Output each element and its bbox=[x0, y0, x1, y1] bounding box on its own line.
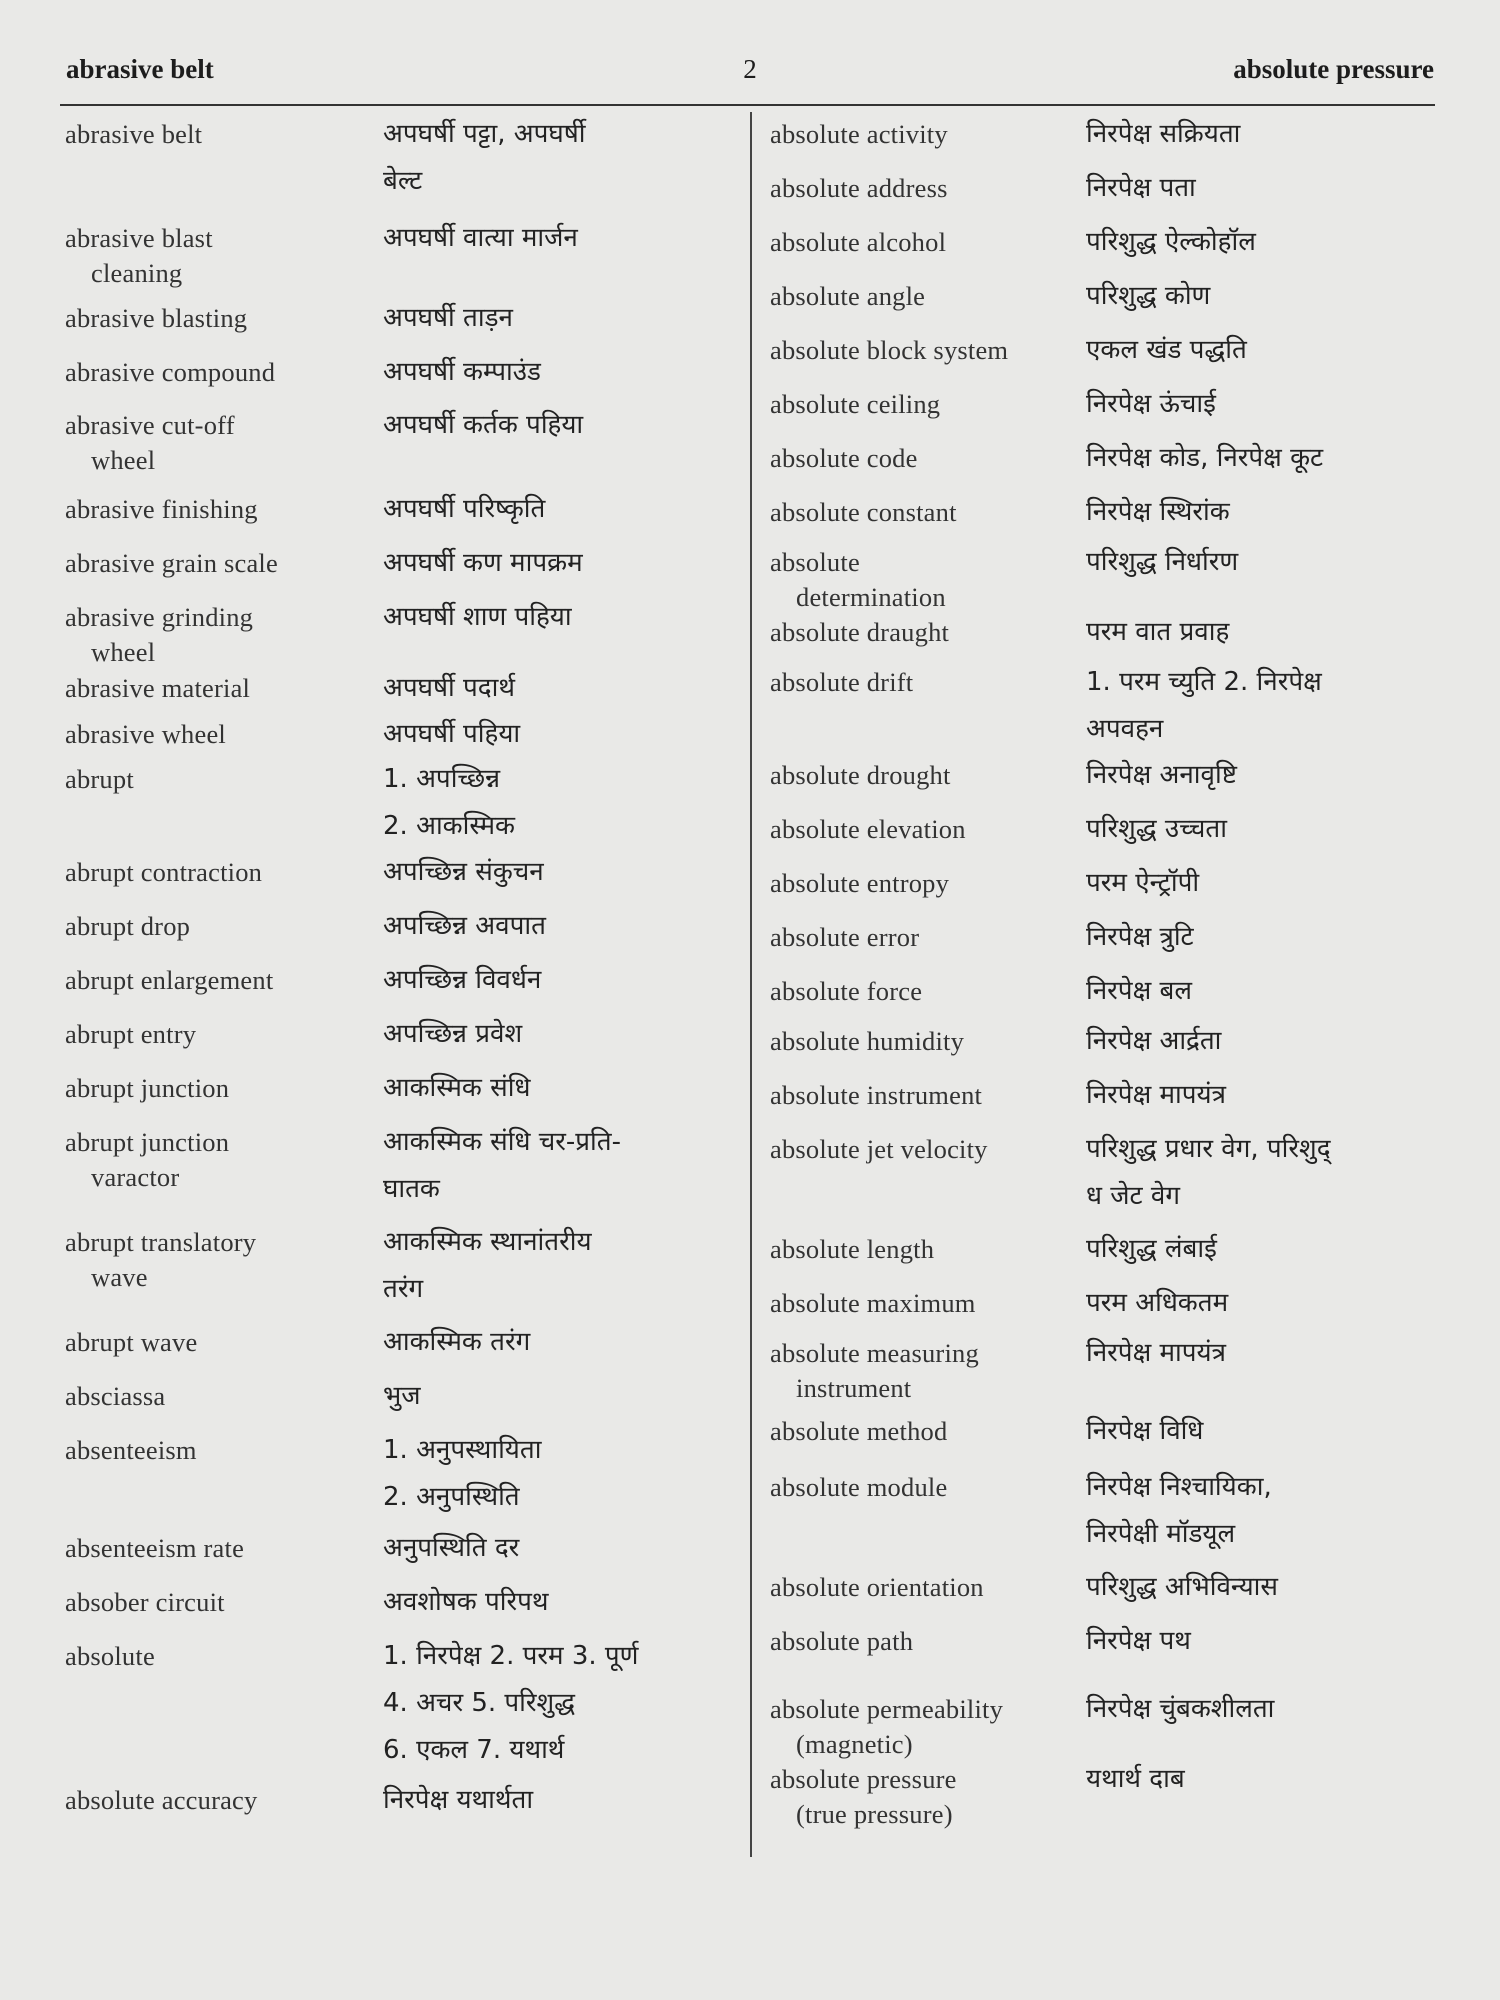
term-line: absolute humidity bbox=[770, 1026, 965, 1056]
entry-term bbox=[770, 1414, 1086, 1449]
dictionary-entry bbox=[65, 221, 578, 291]
dictionary-entry bbox=[65, 909, 546, 950]
dictionary-entry bbox=[770, 171, 1196, 212]
term-line: absolute activity bbox=[770, 119, 948, 149]
term-line: wheel bbox=[91, 445, 156, 475]
gloss-line: निरपेक्ष अनावृष्टि bbox=[1086, 760, 1237, 790]
gloss-line: अपघर्षी वात्या मार्जन bbox=[383, 223, 578, 253]
entry-term bbox=[770, 1232, 1086, 1267]
entry-term bbox=[770, 171, 1086, 206]
page-header bbox=[66, 50, 1434, 90]
dictionary-entry bbox=[65, 855, 544, 896]
term-line: absolute instrument bbox=[770, 1080, 983, 1110]
term-line: (magnetic) bbox=[796, 1729, 913, 1759]
entry-term bbox=[770, 1762, 1086, 1832]
dictionary-entry bbox=[770, 665, 1322, 753]
term-line: absolute orientation bbox=[770, 1572, 984, 1602]
gloss-line: निरपेक्ष ऊंचाई bbox=[1086, 389, 1216, 419]
dictionary-entry bbox=[770, 1414, 1203, 1455]
header-rule bbox=[60, 104, 1435, 106]
dictionary-entry bbox=[65, 1433, 541, 1521]
dictionary-entry bbox=[65, 1125, 621, 1213]
term-line: absober circuit bbox=[65, 1587, 225, 1617]
gloss-line: अपघर्षी पट्टा, अपघर्षी bbox=[383, 119, 586, 149]
dictionary-entry bbox=[770, 1570, 1278, 1611]
entry-hindi-equivalent bbox=[1086, 219, 1256, 266]
dictionary-entry bbox=[65, 1379, 421, 1420]
entry-hindi-equivalent bbox=[383, 215, 578, 262]
term-line: absolute jet velocity bbox=[770, 1134, 988, 1164]
term-line: abrupt enlargement bbox=[65, 965, 274, 995]
term-line: abrupt translatory bbox=[65, 1227, 257, 1257]
term-line: absolute ceiling bbox=[770, 389, 941, 419]
entry-term bbox=[65, 671, 383, 706]
entry-term bbox=[65, 117, 383, 152]
gloss-line: परिशुद्ध प्रधार वेग, परिशुद् bbox=[1086, 1134, 1331, 1164]
entry-term bbox=[65, 717, 383, 752]
dictionary-entry bbox=[770, 333, 1247, 374]
entry-term bbox=[770, 333, 1086, 368]
entry-hindi-equivalent bbox=[383, 849, 544, 896]
term-line: absolute draught bbox=[770, 617, 950, 647]
entry-hindi-equivalent bbox=[1086, 1464, 1272, 1558]
entry-hindi-equivalent bbox=[383, 486, 545, 533]
dictionary-entry bbox=[770, 812, 1227, 853]
entry-term bbox=[65, 1225, 383, 1295]
gloss-line: आकस्मिक तरंग bbox=[383, 1327, 531, 1357]
entry-term bbox=[770, 1570, 1086, 1605]
term-line: absolute code bbox=[770, 443, 918, 473]
dictionary-entry bbox=[770, 1692, 1274, 1762]
dictionary-entry bbox=[65, 355, 541, 396]
entry-hindi-equivalent bbox=[1086, 539, 1238, 586]
term-line: absolute entropy bbox=[770, 868, 950, 898]
term-line: abrasive wheel bbox=[65, 719, 226, 749]
gloss-line: 1. अनुपस्थायिता bbox=[383, 1435, 542, 1465]
dictionary-entry bbox=[770, 495, 1230, 536]
term-line: cleaning bbox=[91, 258, 183, 288]
entry-term bbox=[770, 1024, 1086, 1059]
term-line: absolute method bbox=[770, 1416, 948, 1446]
entry-hindi-equivalent bbox=[1086, 1126, 1331, 1220]
dictionary-entry bbox=[770, 117, 1240, 158]
entry-term bbox=[65, 600, 383, 670]
gloss-line: अपच्छिन्न संकुचन bbox=[383, 857, 544, 887]
term-line: absolute permeability bbox=[770, 1694, 1004, 1724]
entry-term bbox=[65, 855, 383, 890]
entry-term bbox=[770, 974, 1086, 1009]
entry-term bbox=[65, 492, 383, 527]
gloss-line: निरपेक्ष विधि bbox=[1086, 1416, 1204, 1446]
entry-hindi-equivalent bbox=[1086, 381, 1216, 428]
gloss-line: परिशुद्ध अभिविन्यास bbox=[1086, 1572, 1278, 1602]
dictionary-entry bbox=[770, 1762, 1185, 1832]
gloss-line: निरपेक्ष स्थिरांक bbox=[1086, 497, 1230, 527]
gloss-line: परम वात प्रवाह bbox=[1086, 617, 1230, 647]
gloss-line: अपघर्षी कर्तक पहिया bbox=[383, 410, 584, 440]
gloss-line: परिशुद्ध निर्धारण bbox=[1086, 547, 1239, 577]
gloss-line: अपघर्षी परिष्कृति bbox=[383, 494, 546, 524]
dictionary-entry bbox=[770, 1024, 1221, 1065]
term-line: absolute block system bbox=[770, 335, 1009, 365]
dictionary-entry bbox=[65, 600, 572, 670]
term-line: absolute drought bbox=[770, 760, 951, 790]
dictionary-entry bbox=[65, 717, 520, 758]
entry-hindi-equivalent bbox=[1086, 752, 1237, 799]
gloss-line: यथार्थ दाब bbox=[1086, 1764, 1185, 1794]
gloss-line: निरपेक्ष पथ bbox=[1086, 1626, 1191, 1656]
gloss-line: निरपेक्ष सक्रियता bbox=[1086, 119, 1241, 149]
dictionary-entry bbox=[770, 1336, 1226, 1406]
dictionary-entry bbox=[770, 615, 1229, 656]
entry-hindi-equivalent bbox=[1086, 968, 1192, 1015]
entry-term bbox=[65, 1325, 383, 1360]
entry-term bbox=[65, 963, 383, 998]
term-line: absolute angle bbox=[770, 281, 926, 311]
dictionary-entry bbox=[770, 225, 1256, 266]
entry-term bbox=[65, 1071, 383, 1106]
entry-term bbox=[65, 1379, 383, 1414]
dictionary-entry bbox=[770, 387, 1216, 428]
entry-hindi-equivalent bbox=[1086, 1408, 1203, 1455]
term-line: instrument bbox=[796, 1373, 912, 1403]
entry-hindi-equivalent bbox=[383, 711, 520, 758]
entry-term bbox=[770, 1692, 1086, 1762]
entry-hindi-equivalent bbox=[1086, 1280, 1228, 1327]
entry-hindi-equivalent bbox=[383, 1119, 621, 1213]
gloss-line: अनुपस्थिति दर bbox=[383, 1533, 520, 1563]
dictionary-entry bbox=[770, 1078, 1226, 1119]
term-line: absolute address bbox=[770, 173, 948, 203]
entry-term bbox=[65, 1125, 383, 1195]
term-line: abrasive blast bbox=[65, 223, 213, 253]
term-line: absolute pressure bbox=[770, 1764, 957, 1794]
entry-hindi-equivalent bbox=[383, 1373, 421, 1420]
entry-hindi-equivalent bbox=[1086, 1072, 1226, 1119]
entry-term bbox=[65, 221, 383, 291]
gloss-line: 6. एकल 7. यथार्थ bbox=[383, 1735, 565, 1765]
entry-term bbox=[770, 665, 1086, 700]
entry-hindi-equivalent bbox=[1086, 489, 1230, 536]
entry-term bbox=[65, 1017, 383, 1052]
dictionary-entry bbox=[770, 279, 1210, 320]
entry-term bbox=[770, 758, 1086, 793]
entry-hindi-equivalent bbox=[1086, 273, 1210, 320]
gloss-line: अपघर्षी पदार्थ bbox=[383, 673, 515, 703]
entry-hindi-equivalent bbox=[383, 1065, 530, 1112]
term-line: abrasive material bbox=[65, 673, 251, 703]
dictionary-entry bbox=[65, 1325, 530, 1366]
gloss-line: परिशुद्ध लंबाई bbox=[1086, 1234, 1217, 1264]
entry-hindi-equivalent bbox=[383, 957, 541, 1004]
entry-hindi-equivalent bbox=[1086, 165, 1196, 212]
gloss-line: भुज bbox=[383, 1381, 421, 1411]
entry-hindi-equivalent bbox=[383, 665, 515, 712]
gloss-line: 1. निरपेक्ष 2. परम 3. पूर्ण bbox=[383, 1641, 639, 1671]
gloss-line: अपघर्षी पहिया bbox=[383, 719, 521, 749]
entry-hindi-equivalent bbox=[383, 1427, 541, 1521]
gloss-line: परिशुद्ध ऐल्कोहॉल bbox=[1086, 227, 1256, 257]
entry-hindi-equivalent bbox=[1086, 327, 1247, 374]
gloss-line: निरपेक्ष मापयंत्र bbox=[1086, 1080, 1226, 1110]
dictionary-entry bbox=[770, 1470, 1272, 1558]
term-line: abrasive finishing bbox=[65, 494, 258, 524]
term-line: absolute accuracy bbox=[65, 1785, 258, 1815]
dictionary-entry bbox=[65, 492, 545, 533]
entry-hindi-equivalent bbox=[1086, 609, 1229, 656]
gloss-line: आकस्मिक संधि चर-प्रति- bbox=[383, 1127, 621, 1157]
gloss-line: एकल खंड पद्धति bbox=[1086, 335, 1247, 365]
entry-term bbox=[770, 387, 1086, 422]
gloss-line: 1. परम च्युति 2. निरपेक्ष bbox=[1086, 667, 1322, 697]
entry-hindi-equivalent bbox=[383, 349, 541, 396]
dictionary-entry bbox=[65, 117, 586, 205]
entry-term bbox=[65, 408, 383, 478]
term-line: abrasive compound bbox=[65, 357, 276, 387]
entry-hindi-equivalent bbox=[383, 540, 583, 587]
term-line: abrupt bbox=[65, 764, 134, 794]
dictionary-entry bbox=[770, 441, 1323, 482]
entry-hindi-equivalent bbox=[1086, 1756, 1185, 1803]
entry-hindi-equivalent bbox=[1086, 111, 1240, 158]
gloss-line: निरपेक्ष निश्चायिका, bbox=[1086, 1472, 1272, 1502]
dictionary-entry bbox=[770, 1132, 1331, 1220]
entry-hindi-equivalent bbox=[383, 1525, 519, 1572]
dictionary-entry bbox=[65, 1783, 533, 1824]
entry-term bbox=[770, 441, 1086, 476]
gloss-line: परम अधिकतम bbox=[1086, 1288, 1229, 1318]
gloss-line: निरपेक्ष पता bbox=[1086, 173, 1196, 203]
entry-hindi-equivalent bbox=[383, 1579, 549, 1626]
dictionary-entry bbox=[770, 866, 1199, 907]
entry-term bbox=[65, 301, 383, 336]
entry-term bbox=[770, 866, 1086, 901]
term-line: wave bbox=[91, 1262, 148, 1292]
entry-term bbox=[65, 1433, 383, 1468]
header-first-term: abrasive belt bbox=[66, 54, 214, 84]
gloss-line: निरपेक्ष यथार्थता bbox=[383, 1785, 534, 1815]
term-line: abrupt junction bbox=[65, 1127, 230, 1157]
entry-hindi-equivalent bbox=[1086, 914, 1194, 961]
term-line: absciassa bbox=[65, 1381, 166, 1411]
term-line: absolute path bbox=[770, 1626, 914, 1656]
gloss-line: परम ऐन्ट्रॉपी bbox=[1086, 868, 1200, 898]
gloss-line: निरपेक्ष आर्द्रता bbox=[1086, 1026, 1222, 1056]
entry-term bbox=[65, 355, 383, 390]
entry-hindi-equivalent bbox=[383, 1777, 533, 1824]
gloss-line: अवशोषक परिपथ bbox=[383, 1587, 549, 1617]
dictionary-entry bbox=[65, 671, 515, 712]
term-line: abrupt wave bbox=[65, 1327, 198, 1357]
entry-term bbox=[770, 117, 1086, 152]
entry-hindi-equivalent bbox=[1086, 1618, 1191, 1665]
entry-term bbox=[770, 1286, 1086, 1321]
dictionary-entry bbox=[770, 758, 1237, 799]
gloss-line: 1. अपच्छिन्न bbox=[383, 764, 501, 794]
entry-hindi-equivalent bbox=[1086, 1330, 1226, 1377]
term-line: absenteeism rate bbox=[65, 1533, 245, 1563]
term-line: absolute bbox=[65, 1641, 155, 1671]
term-line: absolute measuring bbox=[770, 1338, 979, 1368]
term-line: (true pressure) bbox=[796, 1799, 953, 1829]
term-line: absolute drift bbox=[770, 667, 914, 697]
gloss-line: अपघर्षी ताड़न bbox=[383, 303, 513, 333]
entry-hindi-equivalent bbox=[1086, 1226, 1217, 1273]
gloss-line: 2. अनुपस्थिति bbox=[383, 1482, 520, 1512]
gloss-line: निरपेक्षी मॉडयूल bbox=[1086, 1519, 1236, 1549]
gloss-line: निरपेक्ष बल bbox=[1086, 976, 1192, 1006]
entry-hindi-equivalent bbox=[383, 1633, 638, 1774]
dictionary-entry bbox=[65, 546, 583, 587]
term-line: absolute alcohol bbox=[770, 227, 947, 257]
entry-term bbox=[65, 762, 383, 797]
entry-term bbox=[770, 495, 1086, 530]
gloss-line: अपवहन bbox=[1086, 714, 1164, 744]
term-line: abrasive grinding bbox=[65, 602, 254, 632]
entry-term bbox=[770, 1336, 1086, 1406]
entry-term bbox=[65, 546, 383, 581]
entry-term bbox=[770, 615, 1086, 650]
dictionary-entry bbox=[770, 545, 1238, 615]
term-line: absolute elevation bbox=[770, 814, 966, 844]
entry-term bbox=[65, 909, 383, 944]
entry-hindi-equivalent bbox=[383, 756, 515, 850]
dictionary-entry bbox=[65, 301, 513, 342]
entry-hindi-equivalent bbox=[383, 1319, 530, 1366]
gloss-line: परिशुद्ध उच्चता bbox=[1086, 814, 1227, 844]
entry-term bbox=[65, 1639, 383, 1674]
entry-hindi-equivalent bbox=[1086, 860, 1199, 907]
entry-term bbox=[65, 1585, 383, 1620]
term-line: absolute error bbox=[770, 922, 920, 952]
dictionary-entry bbox=[65, 1585, 549, 1626]
term-line: wheel bbox=[91, 637, 156, 667]
gloss-line: अपच्छिन्न विवर्धन bbox=[383, 965, 542, 995]
entry-term bbox=[65, 1531, 383, 1566]
dictionary-entry bbox=[65, 1225, 592, 1313]
entry-term bbox=[770, 920, 1086, 955]
gloss-line: घातक bbox=[383, 1174, 440, 1204]
gloss-line: निरपेक्ष चुंबकशीलता bbox=[1086, 1694, 1275, 1724]
term-line: absolute bbox=[770, 547, 860, 577]
gloss-line: ध जेट वेग bbox=[1086, 1181, 1181, 1211]
term-line: absolute maximum bbox=[770, 1288, 976, 1318]
gloss-line: अपघर्षी कण मापक्रम bbox=[383, 548, 583, 578]
term-line: abrupt entry bbox=[65, 1019, 197, 1049]
entry-hindi-equivalent bbox=[383, 111, 586, 205]
term-line: abrasive belt bbox=[65, 119, 203, 149]
dictionary-entry bbox=[65, 762, 515, 850]
term-line: absolute constant bbox=[770, 497, 957, 527]
gloss-line: अपच्छिन्न प्रवेश bbox=[383, 1019, 523, 1049]
dictionary-entry bbox=[770, 920, 1194, 961]
term-line: abrupt junction bbox=[65, 1073, 230, 1103]
term-line: abrasive blasting bbox=[65, 303, 248, 333]
entry-term bbox=[770, 545, 1086, 615]
dictionary-entry bbox=[65, 1639, 638, 1774]
entry-term bbox=[770, 1624, 1086, 1659]
entry-term bbox=[770, 1132, 1086, 1167]
term-line: abrupt drop bbox=[65, 911, 191, 941]
entry-hindi-equivalent bbox=[1086, 1564, 1278, 1611]
page-number: 2 bbox=[743, 54, 757, 84]
entry-term bbox=[770, 279, 1086, 314]
entry-term bbox=[770, 1470, 1086, 1505]
gloss-line: अपघर्षी कम्पाउंड bbox=[383, 357, 541, 387]
gloss-line: 2. आकस्मिक bbox=[383, 811, 515, 841]
column-divider bbox=[750, 112, 752, 1857]
gloss-line: आकस्मिक संधि bbox=[383, 1073, 531, 1103]
dictionary-entry bbox=[770, 1624, 1191, 1665]
dictionary-entry bbox=[65, 1071, 530, 1112]
entry-term bbox=[65, 1783, 383, 1818]
gloss-line: निरपेक्ष मापयंत्र bbox=[1086, 1338, 1226, 1368]
gloss-line: अपच्छिन्न अवपात bbox=[383, 911, 546, 941]
entry-hindi-equivalent bbox=[383, 594, 572, 641]
gloss-line: 4. अचर 5. परिशुद्ध bbox=[383, 1688, 576, 1718]
gloss-line: तरंग bbox=[383, 1274, 424, 1304]
dictionary-entry bbox=[65, 1531, 519, 1572]
entry-hindi-equivalent bbox=[1086, 1018, 1221, 1065]
entry-hindi-equivalent bbox=[1086, 1686, 1274, 1733]
entry-hindi-equivalent bbox=[383, 1011, 522, 1058]
term-line: absolute length bbox=[770, 1234, 935, 1264]
term-line: abrupt contraction bbox=[65, 857, 263, 887]
entry-hindi-equivalent bbox=[383, 402, 583, 449]
entry-hindi-equivalent bbox=[1086, 659, 1322, 753]
dictionary-entry bbox=[770, 1286, 1228, 1327]
gloss-line: निरपेक्ष त्रुटि bbox=[1086, 922, 1194, 952]
gloss-line: निरपेक्ष कोड, निरपेक्ष कूट bbox=[1086, 443, 1324, 473]
term-line: absenteeism bbox=[65, 1435, 197, 1465]
term-line: abrasive cut-off bbox=[65, 410, 235, 440]
dictionary-entry bbox=[770, 1232, 1217, 1273]
header-last-term: absolute pressure bbox=[1233, 54, 1434, 84]
entry-term bbox=[770, 1078, 1086, 1113]
gloss-line: अपघर्षी शाण पहिया bbox=[383, 602, 572, 632]
entry-hindi-equivalent bbox=[383, 295, 513, 342]
dictionary-entry bbox=[770, 974, 1192, 1015]
dictionary-entry bbox=[65, 963, 541, 1004]
term-line: absolute module bbox=[770, 1472, 948, 1502]
entry-term bbox=[770, 225, 1086, 260]
term-line: varactor bbox=[91, 1162, 180, 1192]
gloss-line: परिशुद्ध कोण bbox=[1086, 281, 1211, 311]
entry-hindi-equivalent bbox=[383, 1219, 592, 1313]
entry-term bbox=[770, 812, 1086, 847]
term-line: absolute force bbox=[770, 976, 923, 1006]
dictionary-entry bbox=[65, 408, 583, 478]
gloss-line: बेल्ट bbox=[383, 166, 423, 196]
entry-hindi-equivalent bbox=[1086, 435, 1323, 482]
gloss-line: आकस्मिक स्थानांतरीय bbox=[383, 1227, 592, 1257]
entry-hindi-equivalent bbox=[383, 903, 546, 950]
term-line: abrasive grain scale bbox=[65, 548, 278, 578]
dictionary-entry bbox=[65, 1017, 522, 1058]
entry-hindi-equivalent bbox=[1086, 806, 1227, 853]
term-line: determination bbox=[796, 582, 946, 612]
